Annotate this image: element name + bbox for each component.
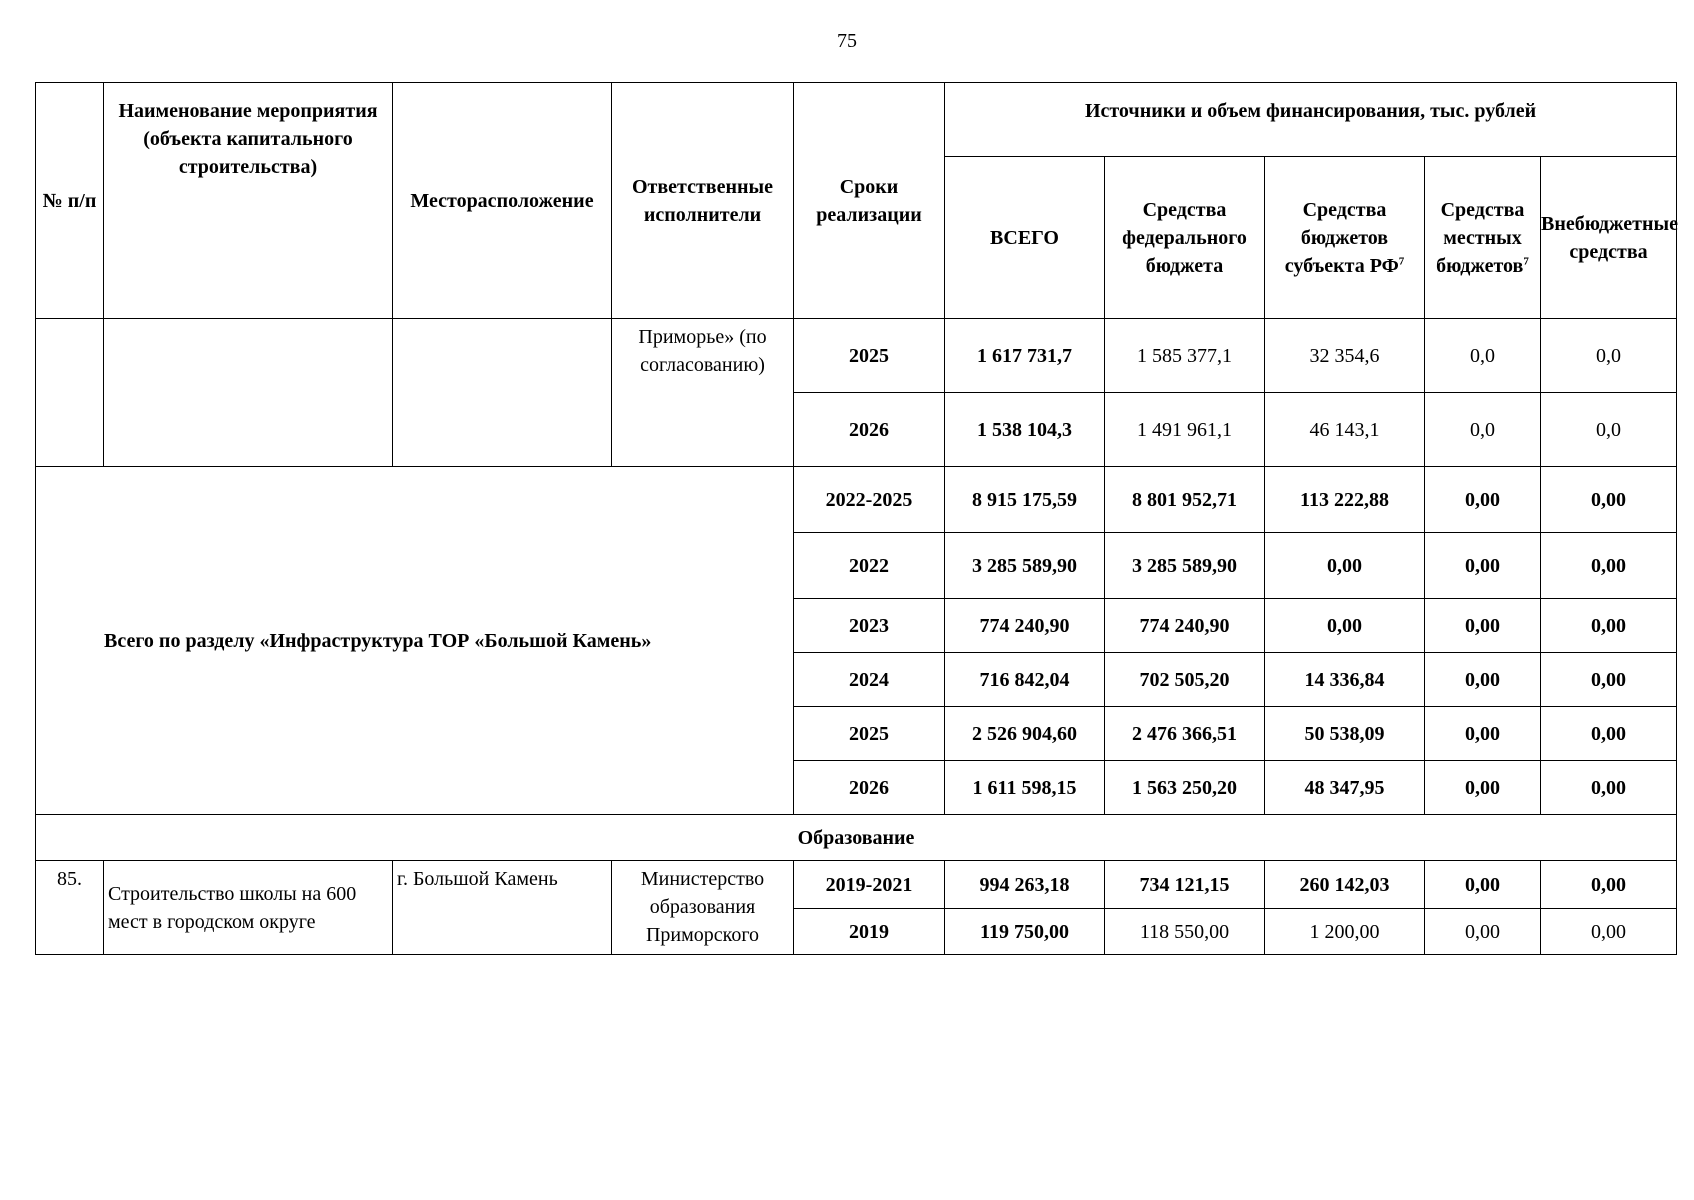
year-cell: 2025 [794,707,945,761]
federal-cell: 1 563 250,20 [1105,761,1265,815]
local-cell: 0,00 [1425,761,1541,815]
table-row [36,861,1677,909]
extra-cell: 0,00 [1541,861,1677,909]
regional-cell: 14 336,84 [1265,653,1425,707]
year-cell: 2019-2021 [794,861,945,909]
local-cell: 0,00 [1425,909,1541,955]
total-cell: 3 285 589,90 [945,533,1105,599]
year-cell: 2022-2025 [794,467,945,533]
col-header-num: № п/п [36,83,104,319]
num-cell: 85. [36,861,104,955]
regional-cell: 50 538,09 [1265,707,1425,761]
year-cell: 2019 [794,909,945,955]
footnote-mark: 7 [1523,254,1529,267]
extra-cell: 0,00 [1541,761,1677,815]
year-cell: 2024 [794,653,945,707]
regional-cell: 48 347,95 [1265,761,1425,815]
col-header-federal: Средства федерального бюджета [1105,157,1265,319]
col-header-local-text: Средства местных бюджетов [1436,198,1525,277]
regional-cell: 46 143,1 [1265,393,1425,467]
regional-cell: 113 222,88 [1265,467,1425,533]
local-cell: 0,00 [1425,599,1541,653]
extra-cell: 0,0 [1541,319,1677,393]
num-cell [36,319,104,467]
footnote-mark: 7 [1398,254,1405,267]
section-total-label: Всего по разделу «Инфраструктура ТОР «Большой Камень» [36,467,794,815]
section-header-row [36,815,1677,861]
financing-table [35,82,1677,955]
name-cell: Строительство школы на 600 мест в городском округе [104,861,393,955]
col-header-regional-text: Средства бюджетов субъекта РФ [1284,198,1399,277]
regional-cell: 1 200,00 [1265,909,1425,955]
page-number: 75 [837,30,857,52]
name-cell [104,319,393,467]
year-cell: 2026 [794,761,945,815]
total-cell: 2 526 904,60 [945,707,1105,761]
local-cell: 0,0 [1425,319,1541,393]
regional-cell: 260 142,03 [1265,861,1425,909]
extra-cell: 0,0 [1541,393,1677,467]
federal-cell: 118 550,00 [1105,909,1265,955]
extra-cell: 0,00 [1541,653,1677,707]
year-cell: 2026 [794,393,945,467]
col-header-local [1425,157,1541,319]
local-cell: 0,00 [1425,533,1541,599]
executor-cell: Министерство образования Приморского [612,861,794,955]
regional-cell: 0,00 [1265,533,1425,599]
total-cell: 1 611 598,15 [945,761,1105,815]
total-cell: 1 538 104,3 [945,393,1105,467]
regional-cell: 32 354,6 [1265,319,1425,393]
extra-cell: 0,00 [1541,467,1677,533]
col-header-total: ВСЕГО [945,157,1105,319]
federal-cell: 734 121,15 [1105,861,1265,909]
federal-cell: 8 801 952,71 [1105,467,1265,533]
location-cell: г. Большой Камень [393,861,612,955]
extra-cell: 0,00 [1541,909,1677,955]
total-cell: 774 240,90 [945,599,1105,653]
location-cell [393,319,612,467]
extra-cell: 0,00 [1541,599,1677,653]
col-header-executors: Ответственные исполнители [612,83,794,319]
federal-cell: 2 476 366,51 [1105,707,1265,761]
header-row-1 [36,83,1677,157]
table-row [36,319,1677,393]
year-cell: 2025 [794,319,945,393]
col-header-name: Наименование мероприятия (объекта капитального строительства) [104,83,393,319]
section-title: Образование [36,815,1677,861]
local-cell: 0,00 [1425,861,1541,909]
col-header-funding: Источники и объем финансирования, тыс. рублей [945,83,1677,157]
total-cell: 1 617 731,7 [945,319,1105,393]
extra-cell: 0,00 [1541,707,1677,761]
total-cell: 8 915 175,59 [945,467,1105,533]
total-cell: 119 750,00 [945,909,1105,955]
local-cell: 0,00 [1425,707,1541,761]
federal-cell: 3 285 589,90 [1105,533,1265,599]
year-cell: 2022 [794,533,945,599]
local-cell: 0,00 [1425,467,1541,533]
federal-cell: 1 491 961,1 [1105,393,1265,467]
local-cell: 0,00 [1425,653,1541,707]
extra-cell: 0,00 [1541,533,1677,599]
col-header-regional [1265,157,1425,319]
total-cell: 994 263,18 [945,861,1105,909]
regional-cell: 0,00 [1265,599,1425,653]
federal-cell: 702 505,20 [1105,653,1265,707]
col-header-location: Месторасположение [393,83,612,319]
total-cell: 716 842,04 [945,653,1105,707]
federal-cell: 1 585 377,1 [1105,319,1265,393]
table-row [36,467,1677,533]
year-cell: 2023 [794,599,945,653]
executor-cell: Приморье» (по согласованию) [612,319,794,467]
col-header-terms: Сроки реализации [794,83,945,319]
local-cell: 0,0 [1425,393,1541,467]
federal-cell: 774 240,90 [1105,599,1265,653]
col-header-extra: Внебюджетные средства [1541,157,1677,319]
